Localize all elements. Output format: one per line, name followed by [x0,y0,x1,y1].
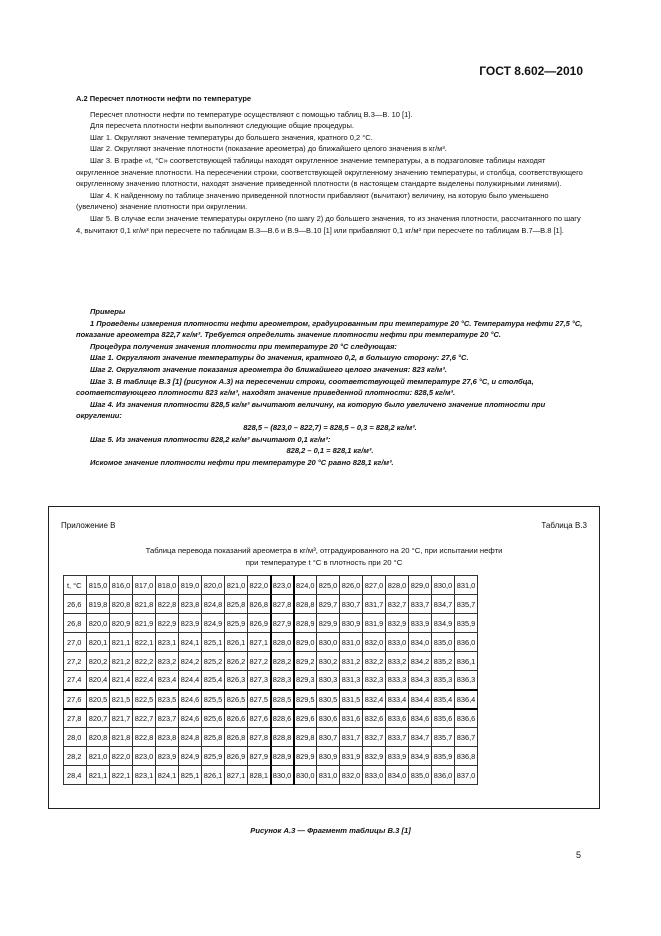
table-header-cell: 829,0 [409,576,432,595]
table-cell: 26,6 [64,595,87,614]
table-header-cell: 823,0 [271,576,294,595]
table-cell: 834,7 [432,595,455,614]
table-cell: 835,4 [432,690,455,709]
paragraph: Шаг 5. В случае если значение температуры округлено (по шагу 2) до большего значения, то из значения плотности, рассчитанного по шагу 4, вычитают 0,1 кг/м³ при пересчете по таблицам В.3—В.6 и В.9—В.10 [1] или прибавляют 0,1 кг/м³ при пересчете по таблицам В.7—В.8 [1]. [76,213,581,235]
example-line: 1 Проведены измерения плотности нефти ареометром, градуированным при температуре 20 °С. Температура нефти 27,5 °С, показание ареометра 822,7 кг/м³. Требуется определить значение плотности нефти при температуре 20 °С. [76,318,583,340]
table-cell: 831,0 [317,766,340,785]
table-cell: 834,0 [409,633,432,652]
table-cell: 834,9 [432,614,455,633]
example-line: Шаг 2. Округляют значение показания ареометра до ближайшего целого значения: 823 кг/м³. [90,364,447,374]
table-header-cell: 828,0 [386,576,409,595]
table-cell: 824,2 [179,652,202,671]
table-row [64,652,478,671]
formula: 828,2 – 0,1 = 828,1 кг/м³. [286,446,374,456]
table-cell: 820,7 [87,709,110,728]
table-cell: 827,5 [248,690,271,709]
table-cell: 826,5 [225,690,248,709]
table-cell: 836,1 [455,652,478,671]
table-cell: 826,8 [225,728,248,747]
table-cell: 833,7 [386,728,409,747]
table-label: Таблица В.3 [541,521,587,530]
table-cell: 830,6 [317,709,340,728]
table-cell: 824,8 [179,728,202,747]
table-cell: 27,2 [64,652,87,671]
table-cell: 822,8 [133,728,156,747]
table-cell: 830,5 [317,690,340,709]
table-cell: 823,2 [156,652,179,671]
table-cell: 835,9 [432,747,455,766]
table-cell: 834,7 [409,728,432,747]
table-cell: 819,8 [87,595,110,614]
table-header-cell: 822,0 [248,576,271,595]
table-header-cell: 830,0 [432,576,455,595]
table-cell: 27,0 [64,633,87,652]
table-cell: 824,8 [202,595,225,614]
section-a2 [76,93,584,236]
table-cell: 28,4 [64,766,87,785]
table-cell: 823,9 [179,614,202,633]
examples [76,306,584,468]
figure-caption: Рисунок А.3 — Фрагмент таблицы В.3 [1] [250,826,411,835]
table-cell: 829,6 [294,709,317,728]
formula: 828,5 – (823,0 – 822,7) = 828,5 – 0,3 = 828,2 кг/м³. [243,422,417,432]
table-cell: 822,5 [133,690,156,709]
table-cell: 831,5 [340,690,363,709]
table-cell: 822,7 [133,709,156,728]
table-cell: 825,6 [202,709,225,728]
conversion-table [63,575,478,785]
table-cell: 830,7 [317,728,340,747]
table-cell: 829,5 [294,690,317,709]
table-cell: 824,9 [202,614,225,633]
table-cell: 831,9 [340,747,363,766]
table-cell: 836,8 [455,747,478,766]
table-row [64,595,478,614]
table-cell: 26,8 [64,614,87,633]
table-caption: Таблица перевода показаний ареометра в кг/м³, отградуированного на 20 °С, при испытании нефти [145,546,503,555]
table-cell: 824,6 [179,709,202,728]
table-cell: 28,0 [64,728,87,747]
table-row [64,766,478,785]
table-cell: 821,8 [110,728,133,747]
table-cell: 829,2 [294,652,317,671]
table-caption-line2: при температуре t °С в плотность при 20 °С [245,558,403,567]
table-cell: 829,9 [317,614,340,633]
table-cell: 833,9 [409,614,432,633]
table-cell: 822,9 [156,614,179,633]
figure-frame [48,506,600,809]
table-cell: 827,8 [248,728,271,747]
document-id: ГОСТ 8.602—2010 [479,64,583,78]
table-header-cell: 817,0 [133,576,156,595]
table-cell: 830,9 [340,614,363,633]
table-cell: 835,9 [455,614,478,633]
table-cell: 823,1 [133,766,156,785]
table-header-cell: 818,0 [156,576,179,595]
table-cell: 828,9 [294,614,317,633]
table-header-cell: 815,0 [87,576,110,595]
table-header-cell: 826,0 [340,576,363,595]
table-cell: 820,1 [87,633,110,652]
table-cell: 825,9 [225,614,248,633]
table-cell: 826,9 [248,614,271,633]
table-cell: 833,3 [386,671,409,690]
table-cell: 820,2 [87,652,110,671]
table-cell: 820,4 [87,671,110,690]
table-row [64,709,478,728]
table-header-cell: 820,0 [202,576,225,595]
table-row [64,690,478,709]
table-row [64,633,478,652]
table-cell: 833,0 [363,766,386,785]
table-cell: 830,3 [317,671,340,690]
table-cell: 832,2 [363,652,386,671]
table-cell: 836,4 [455,690,478,709]
table-cell: 823,9 [156,747,179,766]
table-cell: 830,0 [294,766,317,785]
table-cell: 821,2 [110,652,133,671]
table-cell: 827,9 [271,614,294,633]
table-cell: 832,9 [363,747,386,766]
table-header-cell: 824,0 [294,576,317,595]
table-cell: 825,9 [202,747,225,766]
paragraph: Для пересчета плотности нефти выполняют следующие общие процедуры. [90,121,354,131]
table-cell: 827,1 [248,633,271,652]
table-cell: 832,0 [340,766,363,785]
table-cell: 826,2 [225,652,248,671]
table-cell: 27,6 [64,690,87,709]
table-cell: 828,3 [271,671,294,690]
table-cell: 825,1 [179,766,202,785]
table-cell: 831,7 [340,728,363,747]
table-cell: 828,1 [248,766,271,785]
table-cell: 834,9 [409,747,432,766]
table-cell: 834,4 [409,690,432,709]
table-cell: 820,0 [87,614,110,633]
table-cell: 822,4 [133,671,156,690]
table-cell: 827,9 [248,747,271,766]
table-cell: 829,7 [317,595,340,614]
table-cell: 831,6 [340,709,363,728]
table-header-cell: 819,0 [179,576,202,595]
table-cell: 821,1 [87,766,110,785]
paragraph: Шаг 1. Округляют значение температуры до большего значения, кратного 0,2 °С. [90,132,373,142]
table-cell: 821,9 [133,614,156,633]
table-cell: 824,4 [179,671,202,690]
table-cell: 835,2 [432,652,455,671]
example-result: Искомое значение плотности нефти при температуре 20 °С равно 828,1 кг/м³. [90,457,394,467]
table-cell: 823,8 [179,595,202,614]
table-cell: 823,0 [133,747,156,766]
table-cell: 834,3 [409,671,432,690]
table-cell: 823,4 [156,671,179,690]
table-cell: 830,0 [271,766,294,785]
table-cell: 835,7 [455,595,478,614]
table-cell: 820,8 [87,728,110,747]
table-cell: 823,8 [156,728,179,747]
table-cell: 826,8 [248,595,271,614]
table-cell: 834,2 [409,652,432,671]
table-cell: 825,1 [202,633,225,652]
table-cell: 835,6 [432,709,455,728]
table-cell: 822,2 [133,652,156,671]
table-cell: 820,9 [110,614,133,633]
table-cell: 836,6 [455,709,478,728]
table-cell: 829,3 [294,671,317,690]
table-row [64,747,478,766]
table-cell: 832,9 [386,614,409,633]
table-cell: 827,3 [248,671,271,690]
example-line: Процедура получения значения плотности при температуре 20 °С следующая: [90,341,397,351]
table-cell: 831,0 [340,633,363,652]
table-cell: 833,4 [386,690,409,709]
table-cell: 836,0 [432,766,455,785]
table-header-row [64,576,478,595]
table-cell: 835,7 [432,728,455,747]
table-cell: 822,1 [110,766,133,785]
table-cell: 825,8 [202,728,225,747]
table-cell: 822,0 [110,747,133,766]
table-cell: 822,8 [156,595,179,614]
table-cell: 826,3 [225,671,248,690]
table-cell: 28,2 [64,747,87,766]
paragraph: Шаг 4. К найденному по таблице значению приведенной плотности прибавляют (вычитают) величину, на которую было уменьшено (увеличено) значение плотности при округлении. [76,190,549,212]
table-cell: 825,5 [202,690,225,709]
table-cell: 833,0 [386,633,409,652]
table-cell: 827,6 [248,709,271,728]
table-cell: 829,8 [294,728,317,747]
paragraph: Шаг 2. Округляют значение плотности (показание ареометра) до ближайшего целого значения в кг/м³. [90,144,447,154]
table-cell: 820,5 [87,690,110,709]
example-line: Шаг 4. Из значения плотности 828,5 кг/м³ вычитают величину, на которую было увеличено значение плотности при округлении: [76,399,546,421]
table-cell: 827,1 [225,766,248,785]
table-cell: 837,0 [455,766,478,785]
table-cell: 832,0 [363,633,386,652]
table-cell: 829,9 [294,747,317,766]
table-cell: 27,8 [64,709,87,728]
table-cell: 825,2 [202,652,225,671]
table-cell: 823,1 [156,633,179,652]
table-cell: 828,6 [271,709,294,728]
table-header-cell: 827,0 [363,576,386,595]
table-header-cell: t, °С [64,576,87,595]
table-cell: 828,5 [271,690,294,709]
table-cell: 824,1 [179,633,202,652]
table-header-cell: 825,0 [317,576,340,595]
table-cell: 830,9 [317,747,340,766]
table-cell: 836,0 [455,633,478,652]
table-cell: 828,8 [271,728,294,747]
table-cell: 826,1 [202,766,225,785]
table-cell: 835,0 [409,766,432,785]
table-cell: 836,3 [455,671,478,690]
table-cell: 827,8 [271,595,294,614]
table-cell: 821,8 [133,595,156,614]
table-cell: 824,1 [156,766,179,785]
table-cell: 821,5 [110,690,133,709]
section-title: А.2 Пересчет плотности нефти по температуре [76,94,252,103]
table-header-cell: 831,0 [455,576,478,595]
table-cell: 833,2 [386,652,409,671]
table-cell: 830,0 [317,633,340,652]
table-cell: 828,0 [271,633,294,652]
table-cell: 836,7 [455,728,478,747]
table-cell: 829,0 [294,633,317,652]
table-cell: 826,9 [225,747,248,766]
example-line: Шаг 3. В таблице В.3 [1] (рисунок А.3) на пересечении строки, соответствующей температуре 27,6 °С, и столбца, соответствующего плотности 823 кг/м³, находят значение приведенной плотности: 828,5 кг/м³. [76,376,534,398]
table-cell: 821,7 [110,709,133,728]
table-cell: 820,8 [110,595,133,614]
page-number: 5 [575,850,581,860]
table-cell: 824,6 [179,690,202,709]
table-cell: 823,5 [156,690,179,709]
table-cell: 834,0 [386,766,409,785]
table-cell: 828,2 [271,652,294,671]
appendix-label: Приложение В [61,521,116,530]
table-row [64,671,478,690]
table-cell: 822,1 [133,633,156,652]
table-cell: 832,7 [386,595,409,614]
table-cell: 831,2 [340,652,363,671]
paragraph: Шаг 3. В графе «t, °С» соответствующей таблицы находят округленное значение температуры, а в подзаголовке таблицы находят округленное значение плотности. На пересечении строки, соответствующей округленному значению температуры, и столбца, соответствующего округленному значению плотности, находят значение приведенной плотности (в настоящем стандарте выделены полужирными линиями). [76,155,583,189]
table-cell: 832,3 [363,671,386,690]
table-cell: 828,8 [294,595,317,614]
table-cell: 832,4 [363,690,386,709]
table-cell: 831,3 [340,671,363,690]
table-cell: 833,9 [386,747,409,766]
table-cell: 835,3 [432,671,455,690]
table-cell: 825,4 [202,671,225,690]
table-header-cell: 821,0 [225,576,248,595]
table-cell: 823,7 [156,709,179,728]
table-cell: 828,9 [271,747,294,766]
table-cell: 832,6 [363,709,386,728]
table-cell: 830,2 [317,652,340,671]
paragraph: Пересчет плотности нефти по температуре осуществляют с помощью таблиц В.3—В. 10 [1]. [90,109,413,119]
table-cell: 834,6 [409,709,432,728]
table-header-cell: 816,0 [110,576,133,595]
table-cell: 827,2 [248,652,271,671]
table-cell: 821,0 [87,747,110,766]
table-cell: 825,8 [225,595,248,614]
table-cell: 832,7 [363,728,386,747]
example-line: Шаг 5. Из значения плотности 828,2 кг/м³ вычитают 0,1 кг/м³: [90,434,331,444]
example-line: Шаг 1. Округляют значение температуры до значения, кратного 0,2, в большую сторону: 27,6 °С. [90,353,469,363]
table-cell: 831,9 [363,614,386,633]
table-cell: 831,7 [363,595,386,614]
table-row [64,614,478,633]
table-cell: 824,9 [179,747,202,766]
table-cell: 835,0 [432,633,455,652]
table-cell: 833,6 [386,709,409,728]
table-cell: 833,7 [409,595,432,614]
table-cell: 826,1 [225,633,248,652]
table-cell: 826,6 [225,709,248,728]
table-cell: 27,4 [64,671,87,690]
table-row [64,728,478,747]
table-cell: 821,4 [110,671,133,690]
examples-heading: Примеры [90,307,126,316]
table-cell: 821,1 [110,633,133,652]
table-cell: 830,7 [340,595,363,614]
